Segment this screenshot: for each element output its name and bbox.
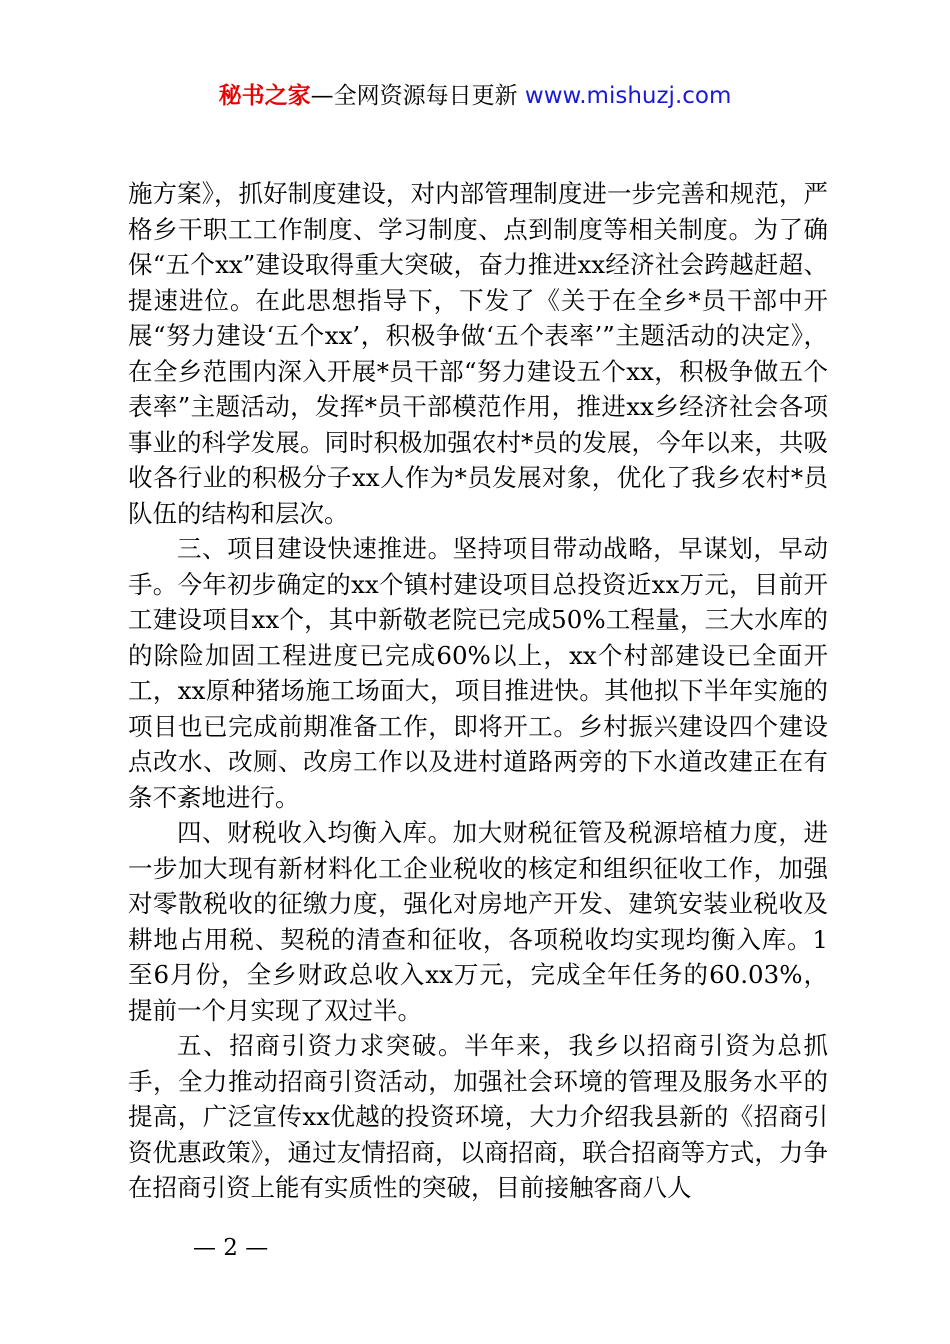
page-number: — 2 —: [193, 1235, 269, 1261]
site-url[interactable]: www.mishuzj.com: [524, 83, 732, 109]
brand-name: 秘书之家: [218, 83, 311, 109]
paragraph-investment-attraction: 五、招商引资力求突破。半年来，我乡以招商引资为总抓手，全力推动招商引资活动，加强社会环境的管理及服务水平的提高，广泛宣传xx优越的投资环境，大力介绍我县新的《招商引资优惠政策》，通过友情招商，以商招商，联合招商等方式，力争在招商引资上能有实质性的突破，目前接触客商八人: [128, 1031, 828, 1202]
banner-slogan: —全网资源每日更新: [310, 83, 525, 109]
document-body: [128, 176, 828, 1206]
paragraph-fiscal-revenue: 四、财税收入均衡入库。加大财税征管及税源培植力度，进一步加大现有新材料化工企业税收的核定和组织征收工作，加强对零散税收的征缴力度，强化对房地产开发、建筑安装业税收及耕地占用税、契税的清查和征收，各项税收均实现均衡入库。1至6月份，全乡财政总收入xx万元，完成全年任务的60.03%，提前一个月实现了双过半。: [128, 818, 828, 1025]
paragraph-project-construction: 三、项目建设快速推进。坚持项目带动战略，早谋划，早动手。今年初步确定的xx个镇村建设项目总投资近xx万元，目前开工建设项目xx个，其中新敬老院已完成50%工程量，三大水库的的除险加固工程进度已完成60%以上，xx个村部建设已全面开工，xx原种猪场施工场面大，项目推进快。其他拟下半年实施的项目也已完成前期准备工作，即将开工。乡村振兴建设四个建设点改水、改厕、改房工作以及进村道路两旁的下水道改建正在有条不紊地进行。: [128, 534, 828, 812]
paragraph-continued: 施方案》，抓好制度建设，对内部管理制度进一步完善和规范，严格乡干职工工作制度、学习制度、点到制度等相关制度。为了确保“五个xx”建设取得重大突破，奋力推进xx经济社会跨越赶超、提速进位。在此思想指导下，下发了《关于在全乡*员干部中开展“努力建设‘五个xx’，积极争做‘五个表率’”主题活动的决定》，在全乡范围内深入开展*员干部“努力建设五个xx，积极争做五个表率”主题活动，发挥*员干部模范作用，推进xx乡经济社会各项事业的科学发展。同时积极加强农村*员的发展，今年以来，共吸收各行业的积极分子xx人作为*员发展对象，优化了我乡农村*员队伍的结构和层次。: [128, 179, 828, 528]
site-banner: [0, 80, 950, 112]
